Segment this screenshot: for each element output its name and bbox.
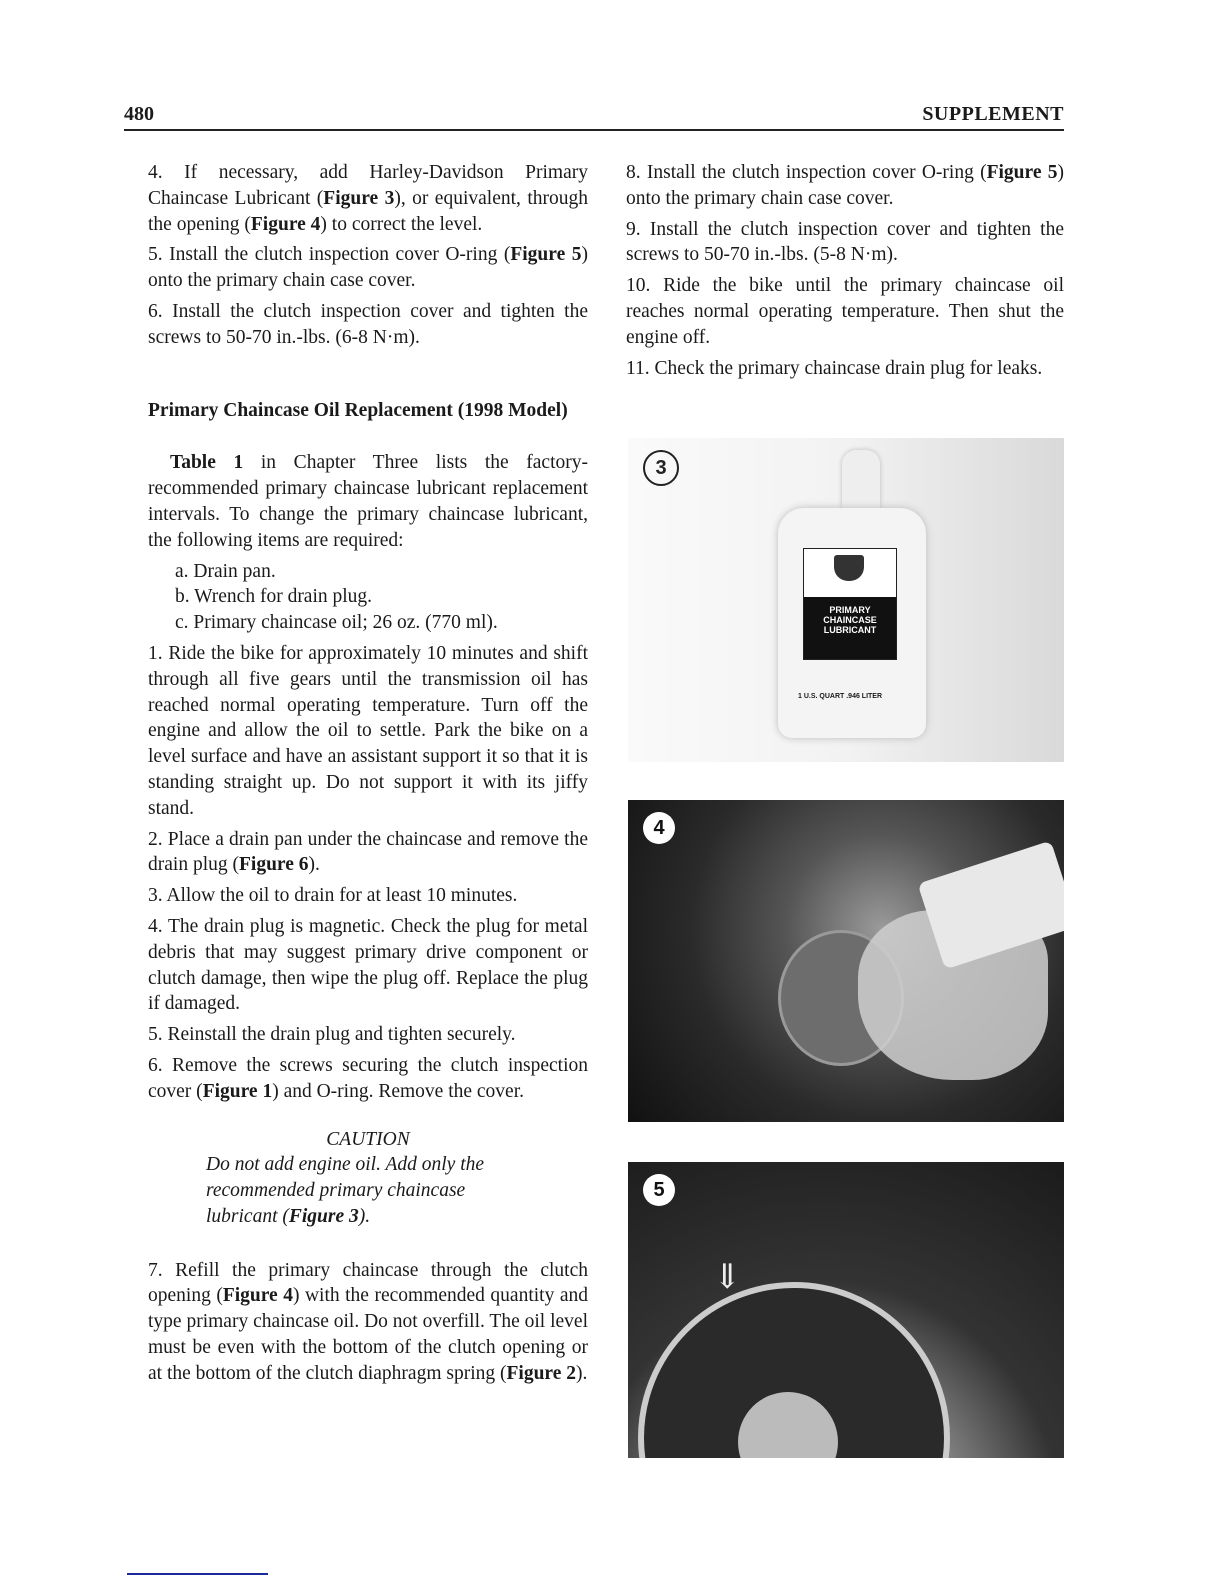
text-run: 5. Reinstall the drain plug and tighten securely. [148, 1024, 516, 1046]
text-run: ) onto the primary chain case cover. [148, 244, 588, 292]
bold-reference: Figure 3 [288, 1205, 359, 1227]
list-item [148, 584, 588, 610]
figure-4-filling-chaincase-photo [628, 800, 1064, 1122]
page-header [124, 103, 1064, 131]
text-run: 8. Install the clutch inspection cover O-ring ( [626, 162, 987, 183]
text-run: ) to correct the level. [320, 213, 483, 235]
text-run: ), or equivalent, through the opening ( [148, 187, 588, 235]
paragraph [626, 217, 1064, 269]
left-column [148, 160, 588, 1392]
bold-reference: Primary Chaincase Oil Replacement (1998 Model) [148, 399, 568, 421]
text-run: ). [576, 1362, 588, 1384]
figure-number-badge: 5 [643, 1174, 675, 1206]
figure-number-badge: 4 [643, 812, 675, 844]
text-run: ). [358, 1205, 371, 1227]
text-run: 1. Ride the bike for approximately 10 minutes and shift through all five gears until the transmission oil has reached normal operating temperature. Turn off the engine and allow the oil to settle. Park the bike on a level surface and have an assistant support it so that it is standing straight up. Do not support it with its jiffy stand. [148, 642, 588, 819]
list-item [148, 559, 588, 585]
paragraph [148, 883, 588, 909]
text-run: 11. Check the primary chaincase drain plug for leaks. [626, 357, 1043, 379]
figure-3-lubricant-bottle-photo [628, 438, 1064, 762]
bold-reference: Table 1 [170, 452, 244, 474]
text-run: ) onto the primary chain case cover. [626, 162, 1064, 209]
text-run: Do not add engine oil. Add only the recommended primary chaincase lubricant ( [206, 1154, 485, 1227]
list-item [148, 610, 588, 636]
bottle-cap [842, 450, 880, 512]
bold-reference: Figure 5 [986, 162, 1058, 183]
paragraph [626, 273, 1064, 350]
bold-reference: Figure 4 [222, 1285, 293, 1307]
section-heading [148, 398, 588, 424]
bold-reference: Figure 1 [202, 1080, 273, 1102]
text-run: a. Drain pan. [175, 560, 276, 582]
bold-reference: Figure 6 [238, 854, 309, 876]
text-run: ). [308, 854, 320, 876]
bold-reference: Figure 3 [323, 187, 395, 209]
text-run: 4. The drain plug is magnetic. Check the plug for metal debris that may suggest primary drive component or clutch damage, then wipe the plug off. Replace the plug if damaged. [148, 915, 588, 1015]
section-title: SUPPLEMENT [922, 103, 1064, 125]
text-run: b. Wrench for drain plug. [175, 586, 373, 608]
text-run: 3. Allow the oil to drain for at least 10 minutes. [148, 885, 518, 907]
text-run: in Chapter Three lists the factory-recommended primary chaincase lubricant replacement intervals. To change the primary chaincase lubricant, the following items are required: [148, 452, 588, 551]
paragraph [148, 1258, 588, 1387]
arrow-down-icon: ⇓ [713, 1259, 742, 1296]
caution-text [148, 1152, 588, 1229]
paragraph [148, 641, 588, 822]
page-number: 480 [124, 103, 154, 125]
paragraph [148, 450, 588, 553]
bottle-label-text: PRIMARY CHAINCASE LUBRICANT [804, 597, 896, 659]
caution-title [148, 1127, 588, 1153]
bold-reference: Figure 4 [250, 213, 321, 235]
shield-logo-icon [834, 555, 864, 581]
bold-reference: Figure 2 [506, 1362, 577, 1384]
text-run: CAUTION [326, 1128, 410, 1150]
figure-number-badge: 3 [643, 450, 679, 486]
bottle [778, 508, 926, 738]
paragraph [626, 356, 1064, 382]
text-run: ) with the recommended quantity and type primary chaincase oil. Do not overfill. The oil level must be even with the bottom of the clutch opening or at the bottom of the clutch diaphragm spring ( [148, 1285, 588, 1384]
text-run: 10. Ride the bike until the primary chaincase oil reaches normal operating temperature. Then shut the engine off. [626, 275, 1064, 348]
text-run: 9. Install the clutch inspection cover and tighten the screws to 50-70 in.-lbs. (5-8 N·m). [626, 218, 1064, 266]
bottle-label [803, 548, 897, 660]
paragraph [148, 242, 588, 294]
footer-rule [127, 1573, 268, 1575]
text-run: 5. Install the clutch inspection cover O-ring ( [148, 244, 511, 266]
paragraph [148, 1053, 588, 1105]
bold-reference: Figure 5 [510, 244, 582, 266]
text-run: c. Primary chaincase oil; 26 oz. (770 ml). [175, 612, 498, 634]
paragraph [148, 827, 588, 879]
text-run: 7. Refill the primary chaincase through the clutch opening ( [148, 1259, 588, 1307]
text-run: 6. Remove the screws securing the clutch inspection cover ( [148, 1054, 588, 1102]
paragraph [148, 299, 588, 351]
paragraph [148, 914, 588, 1017]
text-run: 4. If necessary, add Harley-Davidson Primary Chaincase Lubricant ( [148, 162, 588, 209]
figure-5-o-ring-photo [628, 1162, 1064, 1458]
paragraph [148, 160, 588, 237]
paragraph [626, 160, 1064, 212]
text-run: ) and O-ring. Remove the cover. [272, 1080, 524, 1102]
paragraph [148, 1022, 588, 1048]
right-column [626, 160, 1064, 386]
text-run: 6. Install the clutch inspection cover and tighten the screws to 50-70 in.-lbs. (6-8 N·m). [148, 300, 588, 348]
text-run: 2. Place a drain pan under the chaincase and remove the drain plug ( [148, 828, 588, 876]
bottle-quantity-text: 1 U.S. QUART .946 LITER [798, 693, 883, 700]
